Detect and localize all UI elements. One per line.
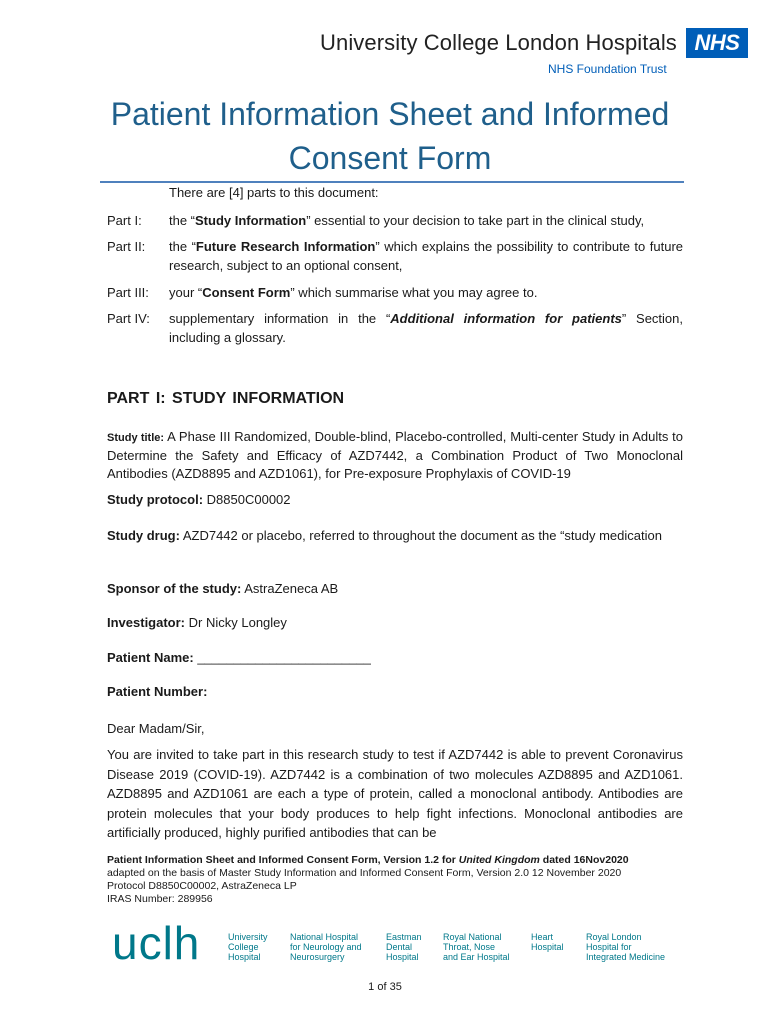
sponsor bbox=[107, 580, 683, 598]
part-2-label: Part II: bbox=[107, 239, 146, 254]
body-paragraph: You are invited to take part in this research study to test if AZD7442 is able to prevent Coronavirus Disease 2019 (COVID-19). AZD7442 is a combination of two molecules AZD8895 and AZD1061. AZD8895 and AZD1061 are each a type of protein, called a monoclonal antibody. Antibodies are protein molecules that your body produces to help fight infections. Monoclonal antibodies are artificially produced, highly purified antibodies that can be bbox=[107, 747, 683, 840]
intro-text: There are [4] parts to this document: bbox=[169, 185, 379, 200]
study-title bbox=[107, 428, 683, 483]
document-footer bbox=[107, 854, 629, 906]
patient-name bbox=[107, 649, 683, 667]
patient-number bbox=[107, 683, 683, 701]
investigator bbox=[107, 614, 683, 632]
study-drug-value: AZD7442 or placebo, referred to throughout the document as the “study medication bbox=[182, 528, 662, 543]
site-eastman-dental: Eastman Dental Hospital bbox=[386, 932, 422, 962]
study-drug bbox=[107, 527, 683, 545]
page-number: 1 of 35 bbox=[368, 981, 402, 993]
study-title-label: Study title: bbox=[107, 432, 165, 444]
document-title bbox=[90, 92, 690, 180]
sponsor-label: Sponsor of the study: bbox=[107, 581, 242, 596]
footer-protocol-line: Protocol D8850C00002, AstraZeneca LP bbox=[107, 880, 297, 892]
site-national-hospital-neurology: National Hospital for Neurology and Neurosurgery bbox=[290, 932, 362, 962]
part-2-text: the “Future Research Information” which explains the possibility to contribute to future research, subject to an optional consent, bbox=[169, 239, 684, 273]
study-protocol-label: Study protocol: bbox=[107, 492, 204, 507]
salutation: Dear Madam/Sir, bbox=[107, 721, 205, 736]
part-3-label: Part III: bbox=[107, 285, 149, 300]
uclh-logo: uclh bbox=[112, 917, 201, 969]
footer-version-line: Patient Information Sheet and Informed Consent Form, Version 1.2 for United Kingdom dated 16Nov2020 bbox=[107, 854, 629, 866]
part-4-text: supplementary information in the “Additional information for patients” Section, including a glossary. bbox=[169, 311, 684, 345]
investigator-value: Dr Nicky Longley bbox=[188, 615, 287, 630]
study-title-value: A Phase III Randomized, Double-blind, Placebo-controlled, Multi-center Study in Adults to Determine the Safety and Efficacy of AZD7442, a Combination Product of Two Monoclonal Antibodies (AZD8895 and AZD1061), for Pre-exposure Prophylaxis of COVID-19 bbox=[107, 429, 683, 481]
part-4-label: Part IV: bbox=[107, 311, 150, 326]
study-protocol-value: D8850C00002 bbox=[206, 492, 291, 507]
part-1-label: Part I: bbox=[107, 213, 142, 228]
patient-name-label: Patient Name: bbox=[107, 650, 194, 665]
nhs-logo: NHS bbox=[686, 28, 748, 58]
organisation-name: University College London Hospitals bbox=[320, 30, 677, 55]
part-3-text: your “Consent Form” which summarise what you may agree to. bbox=[169, 285, 538, 300]
patient-name-blank[interactable]: ________________________ bbox=[197, 650, 371, 665]
site-royal-national-ent: Royal National Throat, Nose and Ear Hospital bbox=[443, 932, 510, 962]
footer-iras-line: IRAS Number: 289956 bbox=[107, 893, 213, 905]
investigator-label: Investigator: bbox=[107, 615, 186, 630]
site-university-college-hospital: University College Hospital bbox=[228, 932, 268, 962]
organisation-trust: NHS Foundation Trust bbox=[548, 62, 667, 76]
title-divider bbox=[100, 181, 684, 183]
footer-basis-line: adapted on the basis of Master Study Information and Informed Consent Form, Version 2.0 12 November 2020 bbox=[107, 867, 622, 879]
part-1-text: the “Study Information” essential to your decision to take part in the clinical study, bbox=[169, 213, 645, 228]
section-heading: PART I: STUDY INFORMATION bbox=[107, 390, 345, 407]
study-drug-label: Study drug: bbox=[107, 528, 180, 543]
document-title-line-1: Patient Information Sheet and Informed bbox=[110, 96, 670, 132]
patient-number-label: Patient Number: bbox=[107, 684, 208, 699]
document-title-line-2: Consent Form bbox=[288, 140, 492, 176]
site-heart-hospital: Heart Hospital bbox=[531, 932, 564, 952]
sponsor-value: AstraZeneca AB bbox=[244, 581, 339, 596]
study-protocol bbox=[107, 491, 683, 509]
site-royal-london-integrated: Royal London Hospital for Integrated Medicine bbox=[586, 932, 666, 962]
